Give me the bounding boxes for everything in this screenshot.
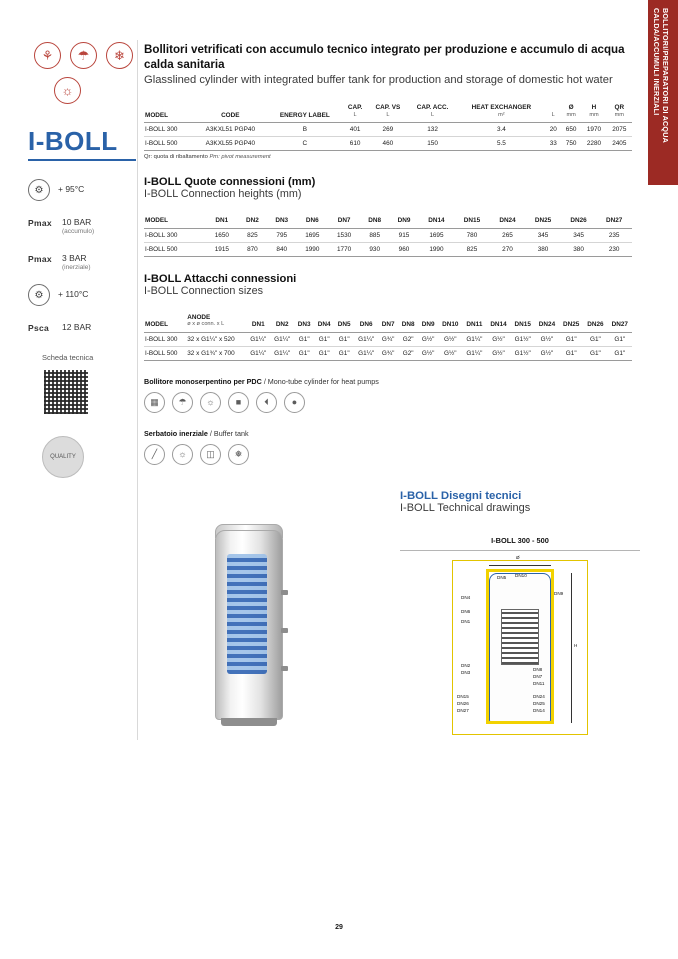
pmax-label: Pmax [28,254,52,264]
cell-model: I-BOLL 300 [144,332,186,346]
table-note-en: Pm: pivot measurement [209,154,271,160]
datasheet-label: Scheda tecnica [42,353,94,362]
pictogram-row-pdc [144,392,632,413]
cell-anode: 32 x G1¾" x 700 [186,346,246,360]
cell-diameter: 750 [561,137,581,151]
drawings-heading [400,490,640,514]
cell-capacc: 132 [408,123,457,137]
th-dn24: DN24 [490,215,526,228]
cell-value: 1530 [328,228,360,242]
cell-value: G1" [334,346,354,360]
snow-icon: ❅ [228,444,249,465]
th-dn26: DN26 [583,312,607,333]
main-spec-table [144,102,632,151]
label-dn15: DN15 [457,694,469,699]
cell-value: 930 [360,242,389,256]
subhead-pdc-it: Bollitore monoserpentino per PDC [144,376,262,386]
drawing-highlight-left [486,569,489,724]
th-dn11: DN11 [462,312,486,333]
th-dn15: DN15 [454,215,490,228]
cell-model: I-BOLL 300 [144,228,206,242]
pictogram-row-buffer [144,444,632,465]
th-dn10: DN10 [438,312,462,333]
connection-heights-table [144,215,632,257]
snowflake-icon: ❄ [106,42,133,69]
table-note [144,154,632,160]
section-tab-line2: CALDA/ACCUMULI INERZIALI [652,8,661,116]
table-header-row [144,102,632,123]
column-divider [137,40,138,740]
cell-value: 235 [596,228,632,242]
cell-value: G2" [398,332,418,346]
cell-value: G¾" [378,346,398,360]
tank-port [281,628,288,633]
drawing-highlight-bottom [486,721,554,724]
qr-code[interactable] [42,368,90,416]
cell-value: G1½" [511,332,535,346]
cell-value: G1¼" [462,332,486,346]
sun-icon: ☼ [200,392,221,413]
psca-label: Psca [28,323,50,333]
cell-hx-m2: 5.5 [457,137,545,151]
cell-value: G1" [294,346,314,360]
label-dn2: DN2 [461,663,471,668]
cell-value: 840 [267,242,296,256]
spec-note: (accumulo) [62,228,95,235]
table-row [144,346,632,360]
th-cap: CAP. L [342,102,368,123]
cell-value: G1" [583,346,607,360]
sun-icon: ☼ [172,444,193,465]
cell-value: 345 [525,228,561,242]
cell-value: G½" [535,346,559,360]
th-dn26: DN26 [561,215,597,228]
section-title-quote-en: I-BOLL Connection heights (mm) [144,188,302,200]
th-dn5: DN5 [334,312,354,333]
label-dn25: DN25 [533,701,545,706]
th-dn25: DN25 [559,312,583,333]
table-header-row [144,312,632,333]
cell-value: G1" [559,332,583,346]
connection-sizes-table [144,312,632,361]
cell-value: G½" [418,332,438,346]
th-dn3: DN3 [267,215,296,228]
cell-value: G1" [314,346,334,360]
page-title-en: Glasslined cylinder with integrated buffer tank for production and storage of domestic hot water [144,74,613,86]
drawings-title-en: I-BOLL Technical drawings [400,502,531,514]
tank-foot [221,718,277,726]
brand-rule [28,159,136,161]
cell-value: G1" [608,346,632,360]
cell-value: G½" [535,332,559,346]
main-content [144,42,632,465]
th-dn2: DN2 [238,215,267,228]
label-dn6: DN6 [461,609,471,614]
cell-value: 885 [360,228,389,242]
temperature-icon: ⚙ [28,284,50,306]
th-dn25: DN25 [525,215,561,228]
label-dn27: DN27 [457,708,469,713]
label-dn3: DN3 [461,670,471,675]
page-title-it: Bollitori vetrificati con accumulo tecnico integrato per produzione e accumulo di acqua calda sanitaria [144,43,625,71]
th-dn6: DN6 [354,312,378,333]
th-dn27: DN27 [596,215,632,228]
cell-value: G1" [294,332,314,346]
tank-port [281,666,288,671]
cell-value: G1" [608,332,632,346]
label-dn4: DN4 [461,595,471,600]
cell-height: 2280 [581,137,606,151]
cell-value: G1¼" [246,346,270,360]
spec-note: (inerziale) [62,264,91,271]
th-qr: QR mm [607,102,632,123]
cell-value: 1770 [328,242,360,256]
left-spec-column [28,42,136,478]
subhead-buffer [144,429,632,438]
drawing-coil [501,609,539,665]
cell-value: 1695 [296,228,328,242]
spec-value: 12 BAR [62,322,92,332]
cell-value: 1695 [419,228,455,242]
cell-capvs: 460 [368,137,408,151]
th-dn1: DN1 [246,312,270,333]
label-dn8: DN8 [533,667,543,672]
cell-code: A3KXL55 PGP40 [193,137,267,151]
th-diameter: Ø mm [561,102,581,123]
spec-item [28,248,136,273]
th-energy-label: ENERGY LABEL [267,102,342,123]
cell-qr: 2405 [607,137,632,151]
cell-cap: 610 [342,137,368,151]
th-dn9: DN9 [389,215,418,228]
cell-code: A3KXL51 PGP40 [193,123,267,137]
th-anode: ANODE ø x ø conn. x L [186,312,246,333]
cell-value: G1¼" [462,346,486,360]
pmax-label: Pmax [28,218,52,228]
th-height: H mm [581,102,606,123]
cell-value: G1¼" [270,346,294,360]
drawing-caption: I-BOLL 300 - 500 [491,536,549,545]
th-heat-exchanger: HEAT EXCHANGER m² [457,102,545,123]
page-number: 29 [335,924,343,931]
thermometer-icon: ⚘ [34,42,61,69]
cell-value: 345 [561,228,597,242]
th-dn8: DN8 [398,312,418,333]
drawing-caption-rule [400,550,640,551]
section-title-quote-it: I-BOLL Quote connessioni (mm) [144,176,316,188]
cell-value: 265 [490,228,526,242]
th-dn9: DN9 [418,312,438,333]
cell-cap: 401 [342,123,368,137]
th-dn15: DN15 [511,312,535,333]
cell-value: 1990 [296,242,328,256]
cell-value: G1¼" [354,332,378,346]
label-dn1: DN1 [461,619,471,624]
table-header-row [144,215,632,228]
th-cap-vs: CAP. VS L [368,102,408,123]
cell-value: G1¼" [354,346,378,360]
th-dn2: DN2 [270,312,294,333]
table-row [144,242,632,256]
cell-value: G1" [559,346,583,360]
th-model: MODEL [144,215,206,228]
section-title-attacchi-en: I-BOLL Connection sizes [144,284,264,297]
quality-seal-icon [42,436,84,478]
probe-icon: ● [284,392,305,413]
label-dn14: DN14 [533,708,545,713]
solar-icon: ☼ [54,77,81,104]
cell-value: 230 [596,242,632,256]
label-dn5: DN5 [497,575,507,580]
table-note-it: Qr: quota di ribaltamento [144,154,208,160]
th-cap-acc: CAP. ACC. L [408,102,457,123]
product-icon-row-2 [54,77,136,104]
cell-value: G1" [314,332,334,346]
cell-value: G½" [438,332,462,346]
tank-port [281,590,288,595]
spec-value-text: 10 BAR [62,217,92,227]
drawings-title-it: I-BOLL Disegni tecnici [400,490,522,502]
subhead-pdc-en: / Mono-tube cylinder for heat pumps [263,376,379,386]
spec-value [62,248,91,273]
label-dn26: DN26 [457,701,469,706]
height-dimension-line [571,573,572,723]
table-row [144,228,632,242]
cell-diameter: 650 [561,123,581,137]
diameter-dimension-line [489,565,551,566]
label-dn24: DN24 [533,694,545,699]
th-dn1: DN1 [206,215,238,228]
cell-hx-l: 33 [546,137,561,151]
cell-value: 825 [454,242,490,256]
cell-value: 915 [389,228,418,242]
spec-value-text: 3 BAR [62,253,87,263]
section-tab-line1: BOLLITORI/PREPARATORI DI ACQUA [661,8,670,143]
th-dn7: DN7 [328,215,360,228]
cell-model: I-BOLL 300 [144,123,193,137]
th-code: CODE [193,102,267,123]
spec-item [28,284,136,306]
label-height: H [574,643,578,648]
cell-value: G1" [334,332,354,346]
cell-value: G½" [486,332,510,346]
th-model: MODEL [144,312,186,333]
spec-item [28,212,136,237]
technical-drawing [452,555,588,735]
th-dn8: DN8 [360,215,389,228]
cell-value: G½" [438,346,462,360]
cell-hx-l: 20 [546,123,561,137]
cell-value: 825 [238,228,267,242]
boiler-icon: ■ [228,392,249,413]
cell-height: 1970 [581,123,606,137]
label-dn9: DN9 [554,591,564,596]
cell-value: 870 [238,242,267,256]
cell-value: 1650 [206,228,238,242]
section-tab [648,0,678,185]
cell-value: 1990 [419,242,455,256]
cell-model: I-BOLL 500 [144,137,193,151]
th-dn3: DN3 [294,312,314,333]
th-dn7: DN7 [378,312,398,333]
pump-icon: ⏴ [256,392,277,413]
spec-value: + 95°C [58,184,85,194]
cell-capvs: 269 [368,123,408,137]
cell-energy: C [267,137,342,151]
subhead-buffer-en: / Buffer tank [209,428,249,438]
cell-value: 960 [389,242,418,256]
cell-value: G1" [583,332,607,346]
cell-value: G½" [418,346,438,360]
th-dn6: DN6 [296,215,328,228]
table-row [144,332,632,346]
table-row [144,137,632,151]
cell-model: I-BOLL 500 [144,242,206,256]
product-photo [185,520,345,735]
no-coil-icon: ╱ [144,444,165,465]
cell-value: 380 [525,242,561,256]
brand-name: I-BOLL [28,126,118,156]
drawing-highlight-top [489,569,551,572]
tank-coil [227,554,267,674]
seal-text: QUALITY [50,453,76,460]
th-dn4: DN4 [314,312,334,333]
cell-value: G1½" [511,346,535,360]
cell-value: G2" [398,346,418,360]
label-dn11: DN11 [533,681,545,686]
cell-qr: 2075 [607,123,632,137]
cylinder-icon: ▦ [144,392,165,413]
temperature-icon: ⚙ [28,179,50,201]
th-dn24: DN24 [535,312,559,333]
cell-hx-m2: 3.4 [457,123,545,137]
tank-icon: ◫ [200,444,221,465]
spec-value: + 110°C [58,289,89,299]
cell-anode: 32 x G1¼" x 520 [186,332,246,346]
th-model: MODEL [144,102,193,123]
cell-energy: B [267,123,342,137]
th-heat-exchanger-l: L [546,102,561,123]
cell-value: G1¼" [246,332,270,346]
spec-list [28,179,136,339]
cell-capacc: 150 [408,137,457,151]
cell-value: 270 [490,242,526,256]
cell-value: G¾" [378,332,398,346]
product-icon-row [34,42,136,69]
heatpump-icon: ☂ [172,392,193,413]
th-dn14: DN14 [486,312,510,333]
cell-value: 1915 [206,242,238,256]
label-dn7: DN7 [533,674,543,679]
spec-item [28,317,136,339]
cell-value: G½" [486,346,510,360]
cell-value: 380 [561,242,597,256]
table-row [144,123,632,137]
cell-value: 795 [267,228,296,242]
spec-value [62,212,94,237]
subhead-buffer-it: Serbatoio inerziale [144,428,208,438]
cell-value: G1¼" [270,332,294,346]
th-dn27: DN27 [608,312,632,333]
subhead-pdc [144,377,632,386]
section-title-attacchi-it: I-BOLL Attacchi connessioni [144,272,297,285]
cell-model: I-BOLL 500 [144,346,186,360]
cell-value: 780 [454,228,490,242]
th-dn14: DN14 [419,215,455,228]
heatpump-icon: ☂ [70,42,97,69]
label-dn10: DN10 [515,573,527,578]
spec-item [28,179,136,201]
label-diameter: Ø [516,555,520,560]
